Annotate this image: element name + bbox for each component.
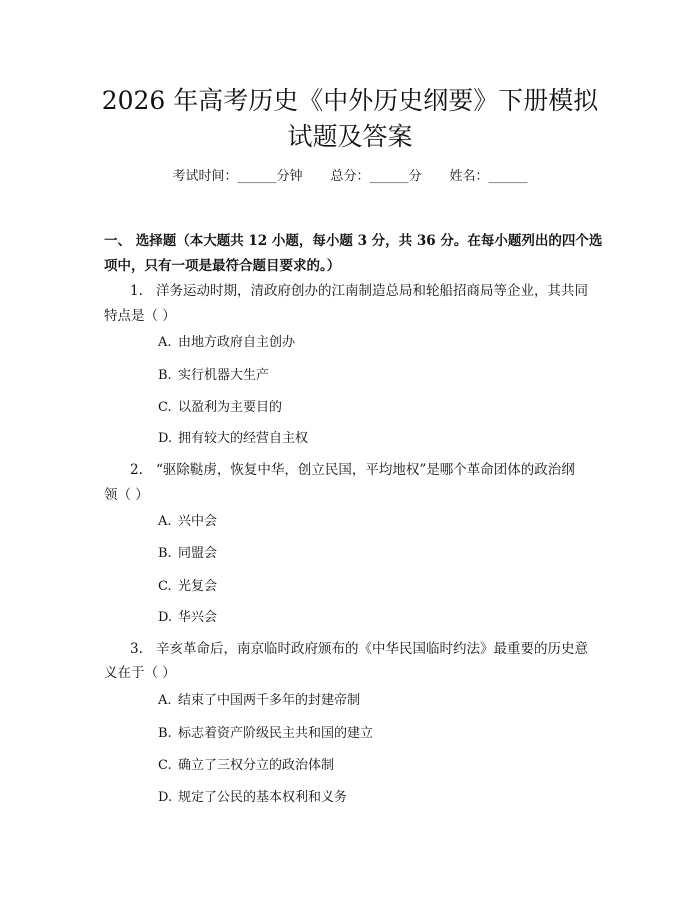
page-title-line2: 试题及答案 (287, 122, 413, 151)
option-text: 拥有较大的经营自主权 (178, 431, 309, 446)
option-text: 光复会 (178, 579, 218, 594)
option-letter: C. (158, 400, 172, 415)
option-letter: D. (158, 790, 173, 805)
question-3-text: 辛亥革命后，南京临时政府颁布的《中华民国临时约法》最重要的历史意 (156, 641, 588, 657)
option-text: 标志着资产阶级民主共和国的建立 (178, 726, 374, 741)
question-2-line1 (130, 459, 575, 481)
question-2-line2: 领（ ） (104, 487, 149, 503)
option-text: 实行机器大生产 (178, 368, 270, 383)
exam-meta (0, 167, 700, 187)
question-2-option-d (158, 608, 217, 628)
question-2-option-b (158, 544, 217, 564)
option-letter: D. (158, 431, 173, 446)
question-1-option-d (158, 429, 308, 449)
option-letter: D. (158, 610, 173, 625)
page-title-line1: 2026 年高考历史《中外历史纲要》下册模拟 (101, 86, 599, 115)
option-text: 华兴会 (178, 610, 218, 625)
option-text: 以盈利为主要目的 (178, 400, 283, 415)
question-3-line1 (130, 638, 588, 660)
option-text: 规定了公民的基本权利和义务 (178, 790, 348, 805)
question-3-option-a (158, 691, 360, 711)
question-1-option-b (158, 366, 269, 386)
question-1-text: 洋务运动时期，清政府创办的江南制造总局和轮船招商局等企业，其共同 (156, 283, 588, 299)
question-3-number: 3. (130, 641, 143, 657)
option-letter: A. (158, 693, 172, 708)
option-text: 兴中会 (178, 514, 218, 529)
exam-time-label: 考试时间：______分钟 (172, 169, 303, 184)
question-2-option-c (158, 577, 217, 597)
question-3-line2: 义在于（ ） (104, 665, 176, 681)
question-1-number: 1. (130, 283, 143, 299)
question-1-line1 (130, 280, 588, 302)
option-letter: B. (158, 726, 172, 741)
option-text: 结束了中国两千多年的封建帝制 (178, 693, 361, 708)
option-text: 确立了三权分立的政治体制 (178, 758, 335, 773)
question-1-option-a (158, 333, 295, 353)
option-letter: C. (158, 579, 172, 594)
question-3-option-d (158, 788, 347, 808)
question-3-option-c (158, 756, 334, 776)
question-1-line2: 特点是（ ） (104, 308, 176, 324)
question-1-option-c (158, 398, 282, 418)
student-name-label: 姓名：______ (449, 169, 528, 184)
option-letter: B. (158, 546, 172, 561)
total-score-label: 总分：______分 (330, 169, 422, 184)
option-letter: A. (158, 335, 172, 350)
option-text: 同盟会 (178, 546, 218, 561)
option-letter: A. (158, 514, 172, 529)
section-heading-line1: 一、 选择题（本大题共 12 小题，每小题 3 分，共 36 分。在每小题列出的四个选 (104, 233, 603, 249)
option-text: 由地方政府自主创办 (178, 335, 296, 350)
section-heading-line2: 项中，只有一项是最符合题目要求的。） (104, 258, 341, 274)
option-letter: B. (158, 368, 172, 383)
question-2-option-a (158, 512, 217, 532)
question-2-number: 2. (130, 462, 143, 478)
option-letter: C. (158, 758, 172, 773)
question-2-text: “驱除鞑虏，恢复中华，创立民国，平均地权”是哪个革命团体的政治纲 (156, 462, 575, 478)
question-3-option-b (158, 724, 373, 744)
